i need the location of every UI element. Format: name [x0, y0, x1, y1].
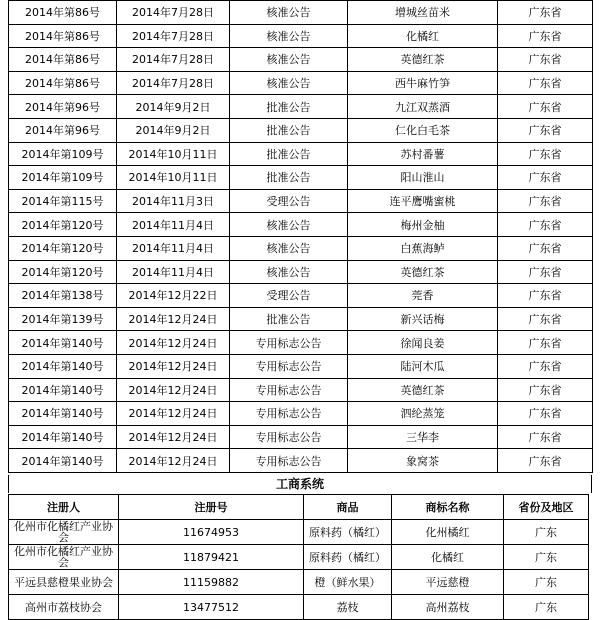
- province-cell: 广东省: [498, 189, 593, 213]
- province-cell: 广东省: [498, 402, 593, 426]
- province-cell: 广东省: [498, 142, 593, 166]
- product-name-cell: 英德红茶: [348, 48, 498, 72]
- announcement-type-cell: 批准公告: [230, 142, 348, 166]
- province-cell: 广东省: [498, 354, 593, 378]
- announcement-type-cell: 批准公告: [230, 307, 348, 331]
- reg-number-cell: 11674953: [119, 520, 304, 545]
- product-name-cell: 英德红茶: [348, 260, 498, 284]
- table-row: [9, 307, 593, 331]
- table-row: [9, 425, 593, 449]
- header-reg-number: 注册号: [119, 495, 304, 520]
- product-name-cell: 英德红茶: [348, 378, 498, 402]
- goods-cell: 橙（鲜水果）: [304, 570, 392, 595]
- registrant-cell: 高州市荔枝协会: [9, 595, 119, 620]
- table-row: [9, 331, 593, 355]
- registrant-cell: 化州市化橘红产业协会: [9, 545, 119, 570]
- table-row: [9, 284, 593, 308]
- reg-number-cell: 11879421: [119, 545, 304, 570]
- announcement-number-cell: 2014年第86号: [9, 48, 117, 72]
- province-cell: 广东省: [498, 331, 593, 355]
- table-row: [9, 354, 593, 378]
- product-name-cell: 白蕉海鲈: [348, 236, 498, 260]
- announcement-number-cell: 2014年第120号: [9, 236, 117, 260]
- announcement-number-cell: 2014年第109号: [9, 166, 117, 190]
- product-name-cell: 梅州金柚: [348, 213, 498, 237]
- table-row: [9, 24, 593, 48]
- announcement-date-cell: 2014年10月11日: [117, 166, 230, 190]
- product-name-cell: 莞香: [348, 284, 498, 308]
- product-name-cell: 象窝茶: [348, 449, 498, 473]
- trademark-name-cell: 化州橘红: [392, 520, 504, 545]
- announcement-date-cell: 2014年11月3日: [117, 189, 230, 213]
- province-cell: 广东省: [498, 425, 593, 449]
- announcement-number-cell: 2014年第140号: [9, 331, 117, 355]
- announcement-date-cell: 2014年11月4日: [117, 213, 230, 237]
- announcement-number-cell: 2014年第86号: [9, 71, 117, 95]
- product-name-cell: 增城丝苗米: [348, 1, 498, 25]
- announcement-date-cell: 2014年7月28日: [117, 1, 230, 25]
- announcement-number-cell: 2014年第115号: [9, 189, 117, 213]
- province-cell: 广东省: [498, 24, 593, 48]
- province-cell: 广东省: [498, 213, 593, 237]
- announcement-type-cell: 专用标志公告: [230, 449, 348, 473]
- announcement-date-cell: 2014年12月24日: [117, 354, 230, 378]
- product-name-cell: 陆河木瓜: [348, 354, 498, 378]
- announcement-number-cell: 2014年第138号: [9, 284, 117, 308]
- province-cell: 广东: [504, 545, 589, 570]
- registrant-cell: 化州市化橘红产业协会: [9, 520, 119, 545]
- product-name-cell: 泗纶蒸笼: [348, 402, 498, 426]
- announcement-number-cell: 2014年第140号: [9, 378, 117, 402]
- table-row: [9, 378, 593, 402]
- table-row: [9, 402, 593, 426]
- table-row: [9, 545, 589, 570]
- trademark-header-row: [9, 495, 589, 520]
- announcement-type-cell: 专用标志公告: [230, 331, 348, 355]
- trademark-table: [8, 494, 589, 620]
- announcement-date-cell: 2014年12月24日: [117, 331, 230, 355]
- announcement-number-cell: 2014年第96号: [9, 118, 117, 142]
- table-row: [9, 142, 593, 166]
- announcement-type-cell: 核准公告: [230, 71, 348, 95]
- province-cell: 广东: [504, 520, 589, 545]
- header-province: 省份及地区: [504, 495, 589, 520]
- announcement-type-cell: 核准公告: [230, 48, 348, 72]
- announcement-table: [8, 0, 593, 473]
- announcement-date-cell: 2014年12月24日: [117, 307, 230, 331]
- province-cell: 广东省: [498, 166, 593, 190]
- announcement-number-cell: 2014年第86号: [9, 1, 117, 25]
- announcement-type-cell: 核准公告: [230, 236, 348, 260]
- section-title: 工商系统: [8, 475, 592, 493]
- announcement-date-cell: 2014年9月2日: [117, 95, 230, 119]
- announcement-type-cell: 核准公告: [230, 24, 348, 48]
- product-name-cell: 仁化白毛茶: [348, 118, 498, 142]
- announcement-type-cell: 专用标志公告: [230, 378, 348, 402]
- announcement-type-cell: 专用标志公告: [230, 425, 348, 449]
- table-row: [9, 570, 589, 595]
- province-cell: 广东省: [498, 1, 593, 25]
- header-registrant: 注册人: [9, 495, 119, 520]
- announcement-number-cell: 2014年第120号: [9, 260, 117, 284]
- table-row: [9, 520, 589, 545]
- announcement-date-cell: 2014年12月24日: [117, 449, 230, 473]
- announcement-date-cell: 2014年7月28日: [117, 24, 230, 48]
- announcement-date-cell: 2014年7月28日: [117, 48, 230, 72]
- trademark-name-cell: 化橘红: [392, 545, 504, 570]
- table-row: [9, 48, 593, 72]
- trademark-name-cell: 高州荔枝: [392, 595, 504, 620]
- announcement-table-body: [9, 1, 593, 473]
- announcement-number-cell: 2014年第140号: [9, 425, 117, 449]
- announcement-type-cell: 受理公告: [230, 284, 348, 308]
- table-row: [9, 166, 593, 190]
- table-row: [9, 189, 593, 213]
- table-row: [9, 260, 593, 284]
- announcement-number-cell: 2014年第86号: [9, 24, 117, 48]
- province-cell: 广东省: [498, 378, 593, 402]
- table-row: [9, 118, 593, 142]
- announcement-date-cell: 2014年9月2日: [117, 118, 230, 142]
- registrant-cell: 平远县慈橙果业协会: [9, 570, 119, 595]
- announcement-type-cell: 核准公告: [230, 213, 348, 237]
- announcement-number-cell: 2014年第140号: [9, 449, 117, 473]
- announcement-date-cell: 2014年12月24日: [117, 425, 230, 449]
- announcement-type-cell: 核准公告: [230, 1, 348, 25]
- announcement-type-cell: 批准公告: [230, 118, 348, 142]
- announcement-type-cell: 批准公告: [230, 95, 348, 119]
- announcement-number-cell: 2014年第96号: [9, 95, 117, 119]
- province-cell: 广东省: [498, 307, 593, 331]
- product-name-cell: 三华李: [348, 425, 498, 449]
- province-cell: 广东省: [498, 284, 593, 308]
- announcement-number-cell: 2014年第140号: [9, 402, 117, 426]
- announcement-type-cell: 专用标志公告: [230, 354, 348, 378]
- announcement-number-cell: 2014年第139号: [9, 307, 117, 331]
- announcement-type-cell: 核准公告: [230, 260, 348, 284]
- table-row: [9, 95, 593, 119]
- table-row: [9, 595, 589, 620]
- announcement-date-cell: 2014年10月11日: [117, 142, 230, 166]
- announcement-date-cell: 2014年12月24日: [117, 378, 230, 402]
- announcement-date-cell: 2014年7月28日: [117, 71, 230, 95]
- product-name-cell: 连平鹰嘴蜜桃: [348, 189, 498, 213]
- announcement-date-cell: 2014年11月4日: [117, 260, 230, 284]
- product-name-cell: 新兴话梅: [348, 307, 498, 331]
- reg-number-cell: 11159882: [119, 570, 304, 595]
- header-trademark-name: 商标名称: [392, 495, 504, 520]
- province-cell: 广东省: [498, 95, 593, 119]
- product-name-cell: 苏村番薯: [348, 142, 498, 166]
- province-cell: 广东省: [498, 260, 593, 284]
- trademark-name-cell: 平远慈橙: [392, 570, 504, 595]
- goods-cell: 原料药（橘红）: [304, 520, 392, 545]
- province-cell: 广东: [504, 595, 589, 620]
- reg-number-cell: 13477512: [119, 595, 304, 620]
- table-row: [9, 1, 593, 25]
- table-row: [9, 449, 593, 473]
- announcement-type-cell: 专用标志公告: [230, 402, 348, 426]
- product-name-cell: 化橘红: [348, 24, 498, 48]
- goods-cell: 荔枝: [304, 595, 392, 620]
- province-cell: 广东省: [498, 71, 593, 95]
- product-name-cell: 九江双蒸酒: [348, 95, 498, 119]
- announcement-date-cell: 2014年11月4日: [117, 236, 230, 260]
- province-cell: 广东省: [498, 449, 593, 473]
- announcement-date-cell: 2014年12月22日: [117, 284, 230, 308]
- header-goods: 商品: [304, 495, 392, 520]
- announcement-date-cell: 2014年12月24日: [117, 402, 230, 426]
- province-cell: 广东省: [498, 236, 593, 260]
- table-row: [9, 71, 593, 95]
- announcement-number-cell: 2014年第140号: [9, 354, 117, 378]
- announcement-number-cell: 2014年第120号: [9, 213, 117, 237]
- province-cell: 广东省: [498, 118, 593, 142]
- table-row: [9, 213, 593, 237]
- trademark-table-body: [9, 520, 589, 620]
- announcement-number-cell: 2014年第109号: [9, 142, 117, 166]
- product-name-cell: 徐闻良姜: [348, 331, 498, 355]
- announcement-type-cell: 受理公告: [230, 189, 348, 213]
- goods-cell: 原料药（橘红）: [304, 545, 392, 570]
- announcement-type-cell: 批准公告: [230, 166, 348, 190]
- product-name-cell: 西牛麻竹笋: [348, 71, 498, 95]
- table-row: [9, 236, 593, 260]
- province-cell: 广东省: [498, 48, 593, 72]
- product-name-cell: 阳山淮山: [348, 166, 498, 190]
- province-cell: 广东: [504, 570, 589, 595]
